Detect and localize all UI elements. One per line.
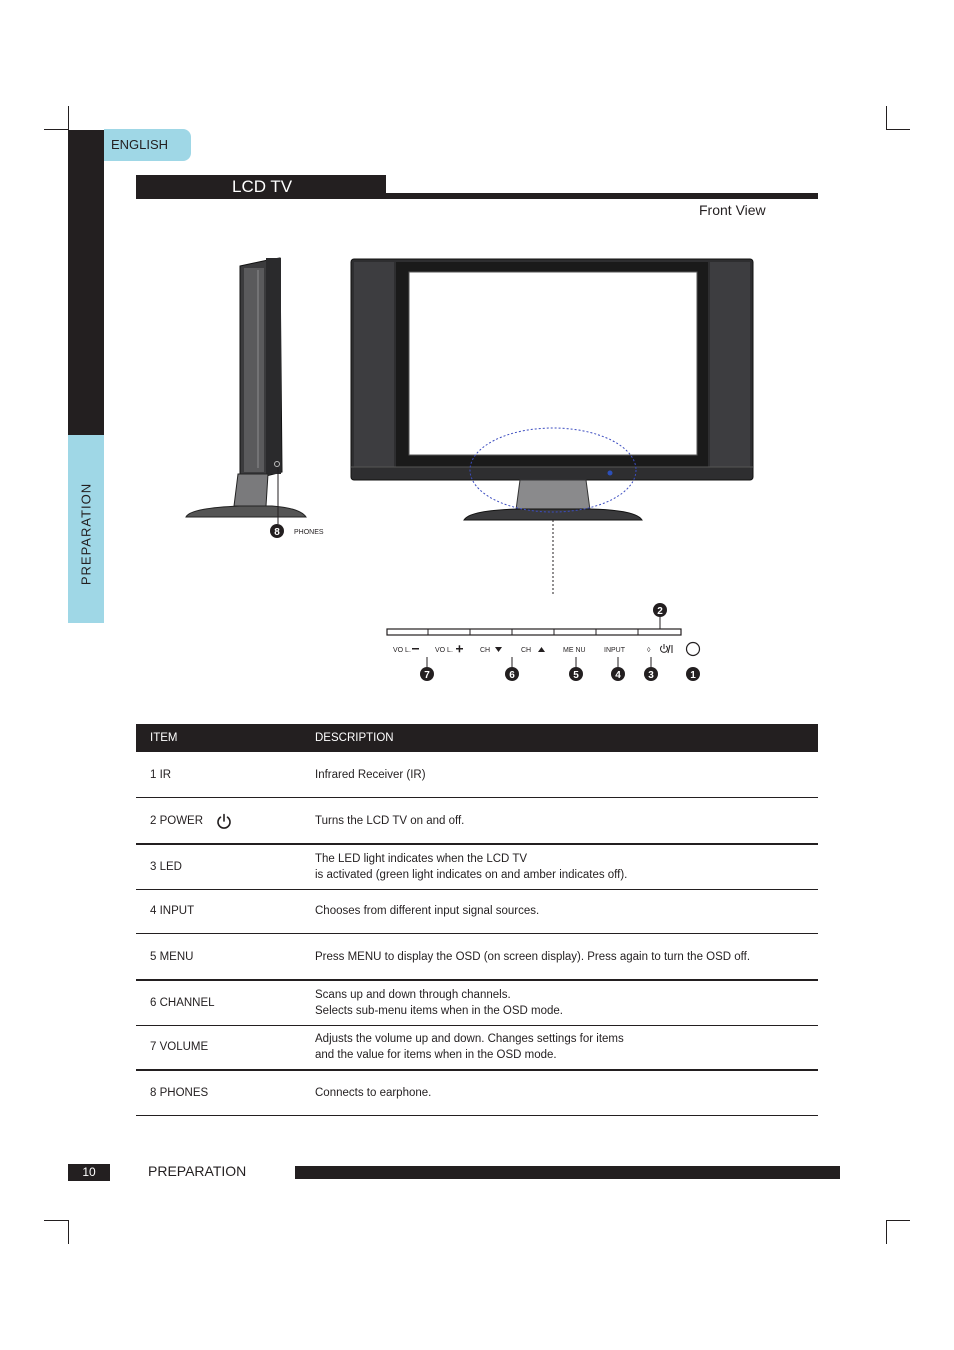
crop-mark-bottom-right-h [886,1220,910,1221]
callout-6-number: 6 [509,670,515,681]
row-item: 2 POWER [150,814,204,827]
row-item: 7 VOLUME [150,1041,209,1053]
table-row [136,1025,818,1070]
callout-5-number: 5 [573,670,579,681]
table-row [136,980,818,1026]
language-tab: ENGLISH [104,129,191,161]
side-section-label: PREPARATION [78,482,94,586]
led-symbol: ◊ [647,647,651,654]
button-label-ch-down: CH [480,647,491,654]
callout-8-number: 8 [274,527,280,538]
header-description: DESCRIPTION [315,732,394,744]
row-item: 5 MENU [150,950,194,963]
footer-bar [295,1166,840,1179]
plus-icon [456,645,463,652]
power-icon [661,644,673,653]
row-description: Chooses from different input signal sources. [315,905,540,917]
row-description-line: Selects sub-menu items when in the OSD mode. [315,1005,564,1017]
table-header [136,724,818,752]
callout-7-number: 7 [424,670,430,681]
callout-1-number: 1 [690,670,696,681]
table-row [136,934,818,980]
row-item: 1 IR [150,768,172,781]
side-view-illustration [186,258,306,524]
crop-mark-bottom-right-v [886,1220,887,1244]
table-row [136,844,818,890]
crop-mark-bottom-left-h [44,1220,68,1221]
row-item: 8 PHONES [150,1087,209,1099]
button-label-input: INPUT [604,647,625,654]
row-description-line: is activated (green light indicates on and amber indicates off). [315,869,628,881]
row-item: 3 LED [150,861,182,873]
row-description-line: and the value for items when in the OSD mode. [315,1049,557,1061]
callout-3-number: 3 [648,670,654,681]
row-item: 6 CHANNEL [150,997,215,1009]
row-description-line: The LED light indicates when the LCD TV [315,853,528,865]
front-view-caption: Front View [699,202,766,218]
row-description-line: Scans up and down through channels. [315,989,511,1001]
row-description: Infrared Receiver (IR) [315,768,426,781]
table-row [136,752,818,798]
button-label-vol-plus: VO L. [435,647,453,654]
row-item: 4 INPUT [150,905,195,917]
crop-mark-bottom-left-v [68,1220,69,1244]
page-number: 10 [68,1164,110,1181]
arrow-up-icon [538,647,545,652]
table-row [136,889,818,934]
button-label-menu: ME NU [563,647,586,654]
header-item: ITEM [150,732,178,744]
power-icon [216,813,232,829]
row-description-line: Adjusts the volume up and down. Changes settings for items [315,1033,624,1045]
table-row [136,1070,818,1116]
button-label-ch-up: CH [521,647,532,654]
callout-8 [270,524,284,538]
front-view-illustration [351,259,753,594]
footer-section-label: PREPARATION [148,1163,247,1179]
callout-4-number: 4 [615,670,621,681]
phones-label: PHONES [294,529,324,536]
arrow-down-icon [495,647,502,652]
row-description: Press MENU to display the OSD (on screen display). Press again to turn the OSD off. [315,950,751,963]
table-row [136,798,818,844]
row-description: Connects to earphone. [315,1087,432,1099]
callout-2-number: 2 [657,606,663,617]
button-label-vol-minus: VO L. [393,647,411,654]
minus-icon [412,648,419,650]
row-description: Turns the LCD TV on and off. [315,814,465,827]
page-title: LCD TV [232,177,293,196]
